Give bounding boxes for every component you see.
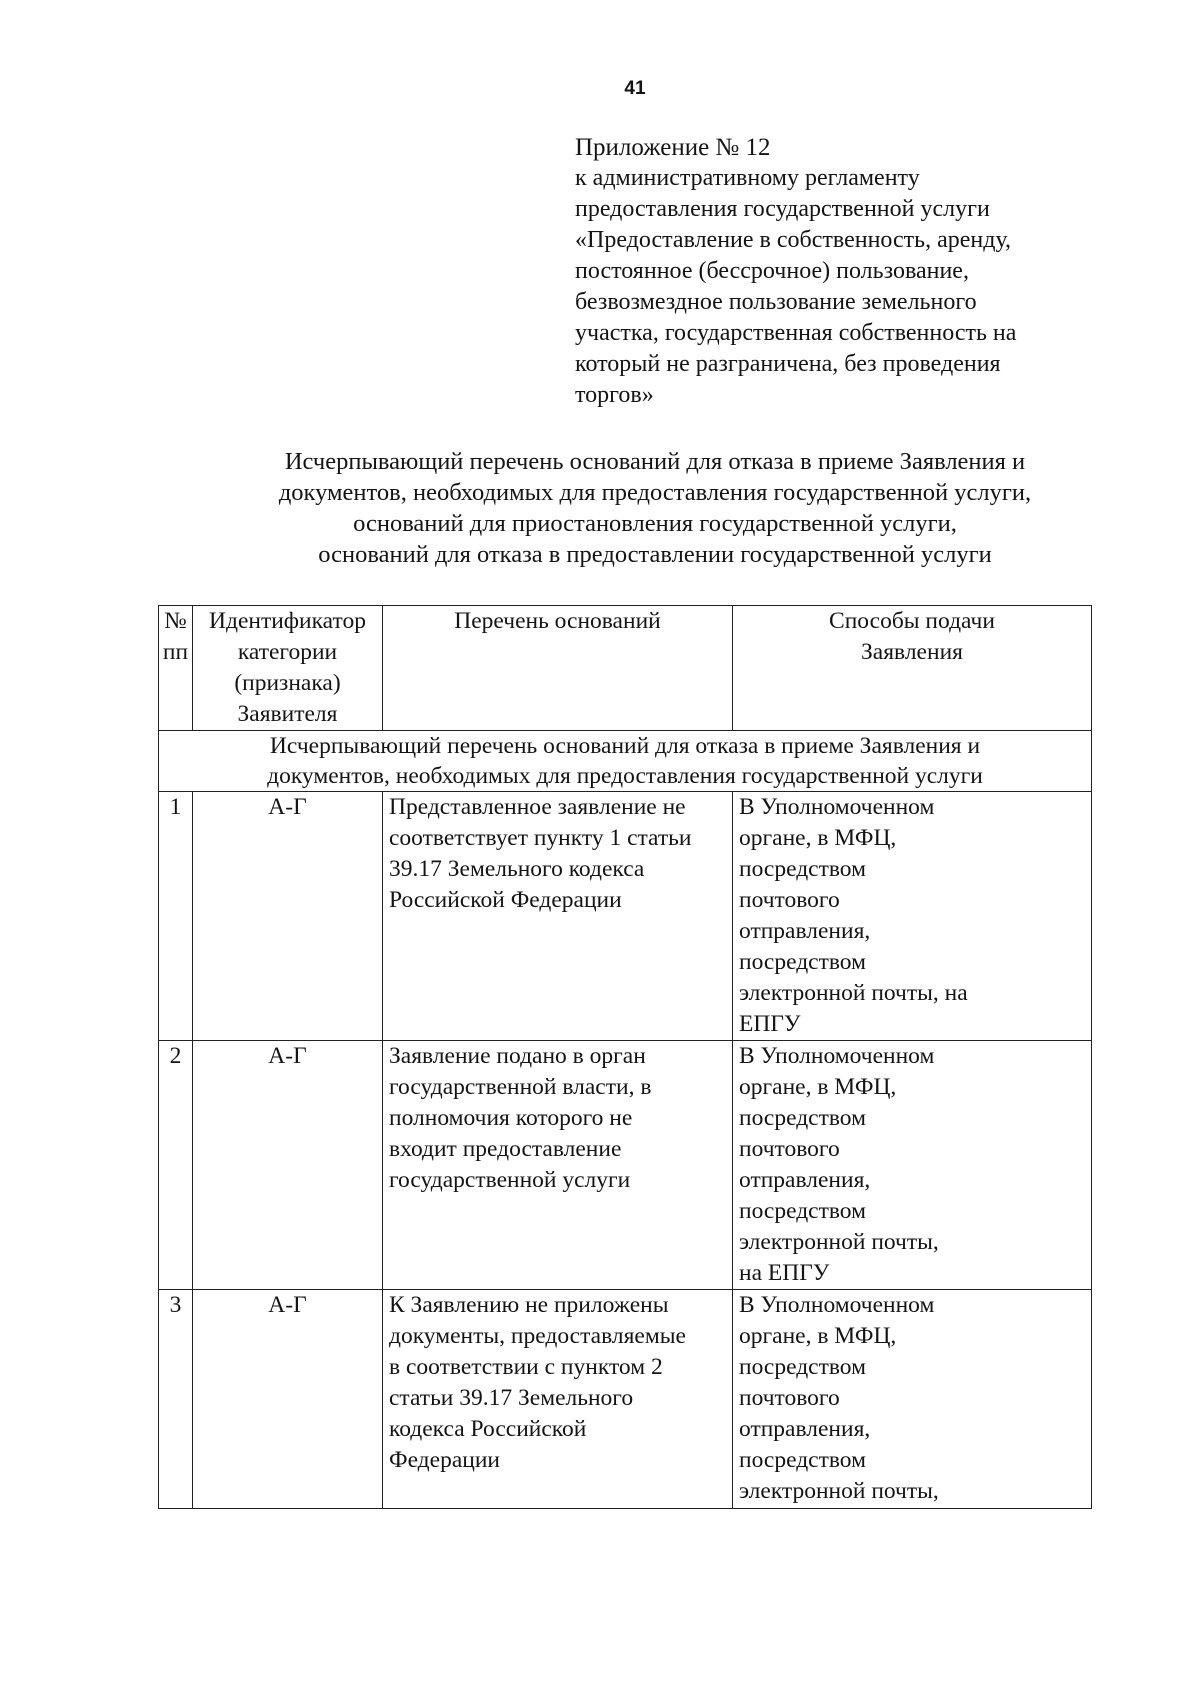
title-line: оснований для отказа в предоставлении государственной услуги [318, 541, 992, 568]
table-header-row [159, 606, 1092, 731]
document-title [180, 446, 1130, 570]
section-heading-cell: Исчерпывающий перечень оснований для отказа в приеме Заявления и документов, необходимых для предоставления государственной услуги [159, 731, 1092, 792]
table-row [159, 1041, 1092, 1290]
title-line: Исчерпывающий перечень оснований для отказа в приеме Заявления и [284, 448, 1026, 475]
table-row [159, 1290, 1092, 1509]
grounds-table [158, 605, 1092, 1509]
appendix-line: который не разграничена, без проведения [575, 351, 1001, 377]
row-number: 3 [159, 1290, 193, 1509]
appendix-line: Приложение № 12 [575, 134, 771, 161]
header-methods: Способы подачи Заявления [733, 606, 1092, 731]
row-number: 1 [159, 792, 193, 1041]
row-identifier: А-Г [193, 792, 383, 1041]
row-grounds: К Заявлению не приложены документы, предоставляемые в соответствии с пунктом 2 статьи 39.17 Земельного кодекса Российской Федерации [383, 1290, 733, 1509]
appendix-line: торгов» [575, 382, 654, 408]
row-grounds: Заявление подано в орган государственной власти, в полномочия которого не входит предоставление государственной услуги [383, 1041, 733, 1290]
title-line: документов, необходимых для предоставления государственной услуги, [278, 479, 1032, 506]
table-section-heading [159, 731, 1092, 792]
appendix-note [575, 132, 1095, 411]
row-methods: В Уполномоченном органе, в МФЦ, посредством почтового отправления, посредством электронной почты, на ЕПГУ [733, 1041, 1092, 1290]
page-number: 41 [624, 78, 646, 99]
appendix-line: постоянное (бессрочное) пользование, [575, 258, 969, 284]
table-row [159, 792, 1092, 1041]
appendix-line: участка, государственная собственность на [575, 320, 1017, 346]
row-methods: В Уполномоченном органе, в МФЦ, посредством почтового отправления, посредством электронной почты, на ЕПГУ [733, 792, 1092, 1041]
row-identifier: А-Г [193, 1290, 383, 1509]
header-grounds: Перечень оснований [383, 606, 733, 731]
title-line: оснований для приостановления государственной услуги, [353, 510, 957, 537]
appendix-line: «Предоставление в собственность, аренду, [575, 227, 1012, 253]
row-methods: В Уполномоченном органе, в МФЦ, посредством почтового отправления, посредством электронной почты, [733, 1290, 1092, 1509]
appendix-line: к административному регламенту [575, 165, 920, 191]
row-number: 2 [159, 1041, 193, 1290]
appendix-line: предоставления государственной услуги [575, 196, 990, 222]
header-identifier: Идентификатор категории (признака) Заявителя [193, 606, 383, 731]
header-num: № пп [159, 606, 193, 731]
row-grounds: Представленное заявление не соответствует пункту 1 статьи 39.17 Земельного кодекса Российской Федерации [383, 792, 733, 1041]
row-identifier: А-Г [193, 1041, 383, 1290]
appendix-line: безвозмездное пользование земельного [575, 289, 977, 315]
